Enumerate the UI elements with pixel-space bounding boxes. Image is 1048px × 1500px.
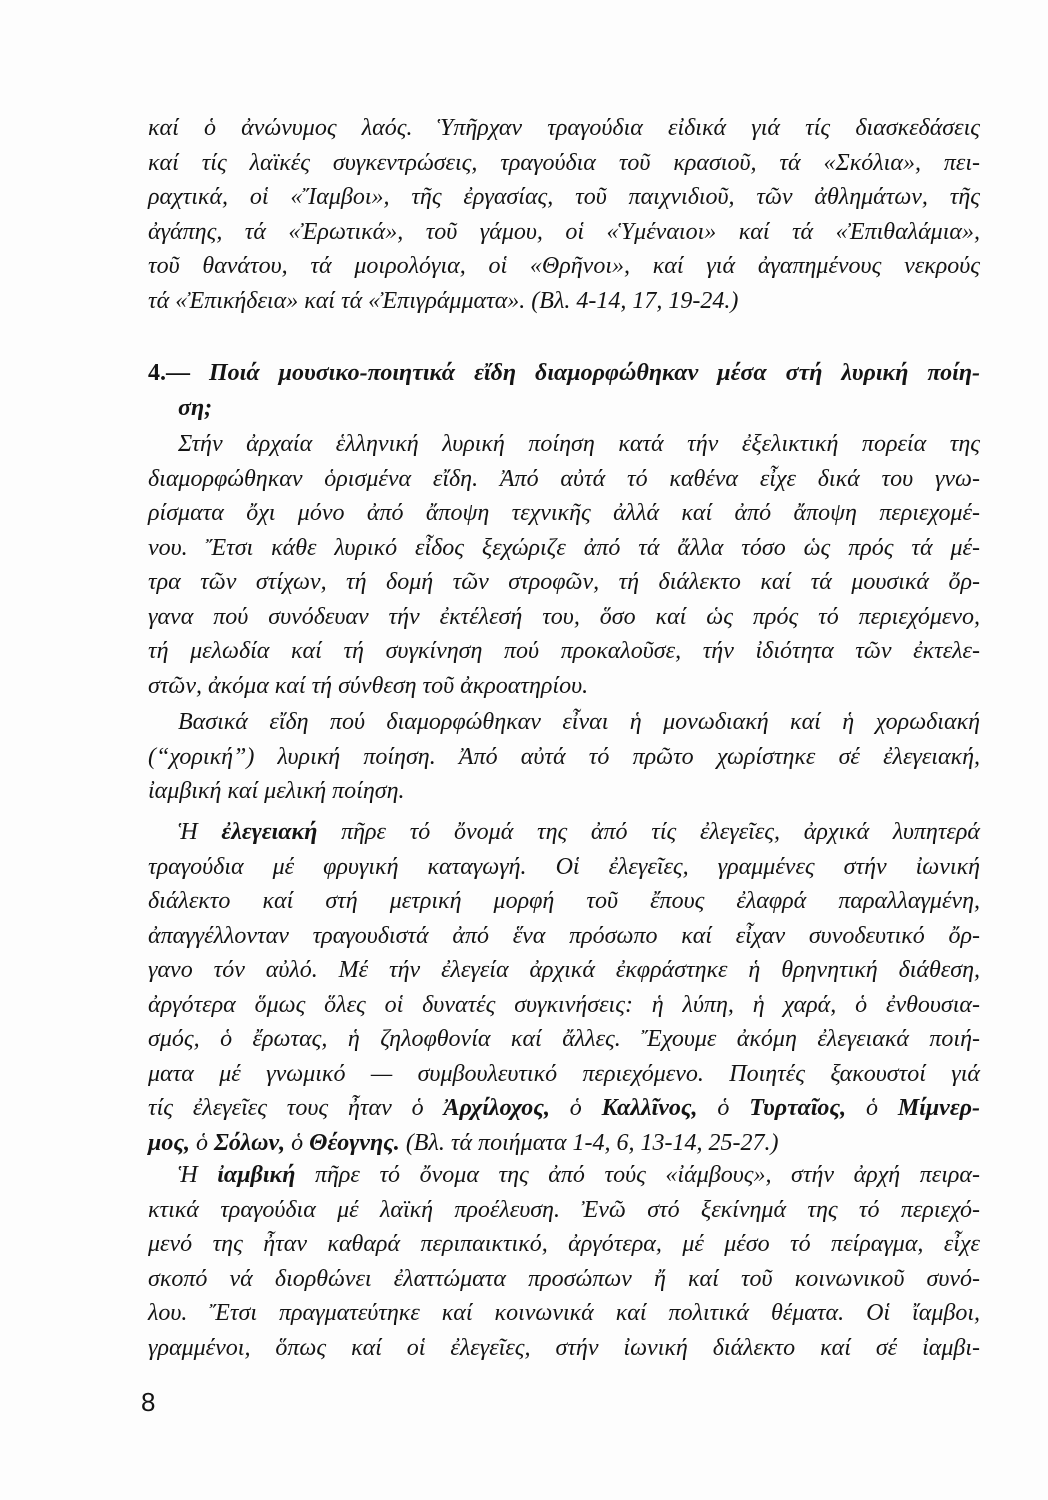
text-line [148, 1158, 980, 1193]
text-line: διάλεκτο καί στή μετρική μορφή τοῦ ἔπους ἐλαφρά παραλλαγμένη, [148, 888, 980, 914]
bold-term: ἰαμβική [217, 1162, 296, 1188]
text-line: ἰαμβική καί μελική ποίηση. [148, 778, 405, 804]
text-run: ὁ [846, 1095, 898, 1121]
paragraph-iambic [148, 1158, 980, 1365]
text-line: τοῦ θανάτου, τά μοιρολόγια, οἱ «Θρῆνοι», καί γιά ἀγαπημένους νεκρούς [148, 253, 980, 279]
text-run: ὁ [697, 1095, 750, 1121]
text-line: καί ὁ ἀνώνυμος λαός. Ὑπῆρχαν τραγούδια εἰδικά γιά τίς διασκεδάσεις [148, 115, 980, 141]
text-run: ὁ [549, 1095, 602, 1121]
intro-paragraph [148, 111, 980, 318]
text-line: Στήν ἀρχαία ἑλληνική λυρική ποίηση κατά τήν ἐξελικτική πορεία της [178, 431, 980, 457]
text-run: ὁ [190, 1129, 215, 1156]
text-run: πῆρε τό ὄνομά της ἀπό τίς ἐλεγεῖες, ἀρχικά λυπητερά [317, 819, 980, 845]
heading-line [148, 356, 980, 391]
text-line: γανο τόν αὐλό. Μέ τήν ἐλεγεία ἀρχικά ἐκφράστηκε ἡ θρηνητική διάθεση, [148, 957, 980, 983]
paragraph-elegiac [148, 815, 980, 1160]
text-line: νου. Ἔτσι κάθε λυρικό εἶδος ξεχώριζε ἀπό τά ἄλλα τόσο ὡς πρός τά μέ- [148, 534, 980, 561]
text-line: μενό της ἦταν καθαρά περιπαικτικό, ἀργότερα, μέ μέσο τό πείραγμα, εἶχε [148, 1231, 980, 1257]
poet-name: Τυρταῖος, [749, 1095, 847, 1121]
page-number: 8 [141, 1387, 156, 1417]
text-line: γραμμένοι, ὅπως καί οἱ ἐλεγεῖες, στήν ἰωνική διάλεκτο καί σέ ἰαμβι- [148, 1334, 980, 1361]
text-run: ὁ [285, 1129, 310, 1156]
section-question-heading [148, 356, 980, 425]
poet-name: Ἀρχίλοχος, [443, 1095, 550, 1121]
text-line [148, 815, 980, 850]
text-line: κτικά τραγούδια μέ λαϊκή προέλευση. Ἐνῶ στό ξεκίνημά της τό περιεχό- [148, 1196, 980, 1223]
text-run: Ἡ [178, 819, 222, 845]
text-line: τά «Ἐπικήδεια» καί τά «Ἐπιγράμματα». (Βλ. 4-14, 17, 19-24.) [148, 287, 739, 314]
question-text: Ποιά μουσικο-ποιητικά εἴδη διαμορφώθηκαν μέσα στή λυρική ποίη- [209, 360, 980, 386]
paragraph-basic-types [148, 705, 980, 809]
text-line: τρα τῶν στίχων, τή δομή τῶν στροφῶν, τή διάλεκτο καί τά μουσικά ὄρ- [148, 569, 980, 595]
text-line: ματα μέ γνωμικό — συμβουλευτικό περιεχόμενο. Ποιητές ξακουστοί γιά [148, 1060, 980, 1087]
text-line: λου. Ἔτσι πραγματεύτηκε καί κοινωνικά καί πολιτικά θέματα. Οἱ ἴαμβοι, [148, 1300, 980, 1326]
text-line: (“χορική”) λυρική ποίηση. Ἀπό αὐτά τό πρῶτο χωρίστηκε σέ ἐλεγειακή, [148, 743, 980, 770]
paragraph-lyric-forms [148, 427, 980, 703]
text-line: ἀγάπης, τά «Ἐρωτικά», τοῦ γάμου, οἱ «Ὑμέναιοι» καί τά «Ἐπιθαλάμια», [148, 218, 980, 245]
poet-name: Σόλων, [214, 1129, 286, 1156]
text-line: ἀπαγγέλλονταν τραγουδιστά ἀπό ἕνα πρόσωπο καί εἶχαν συνοδευτικό ὄρ- [148, 922, 980, 949]
text-line [148, 1091, 980, 1126]
text-line: ἀργότερα ὅμως ὅλες οἱ δυνατές συγκινήσεις: ἡ λύπη, ἡ χαρά, ὁ ἐνθουσια- [148, 991, 980, 1018]
text-line: στῶν, ἀκόμα καί τή σύνθεση τοῦ ἀκροατηρίου. [148, 672, 589, 699]
text-line: τραγούδια μέ φρυγική καταγωγή. Οἱ ἐλεγεῖες, γραμμένες στήν ἰωνική [148, 853, 980, 880]
text-line: σμός, ὁ ἔρωτας, ἡ ζηλοφθονία καί ἄλλες. Ἔχουμε ἀκόμη ἐλεγειακά ποιή- [148, 1026, 980, 1052]
text-line: γανα πού συνόδευαν τήν ἐκτέλεσή του, ὅσο καί ὡς πρός τό περιεχόμενο, [148, 603, 980, 630]
bold-term: ἐλεγειακή [221, 819, 318, 845]
heading-line: ση; [178, 394, 213, 421]
poet-name: Θέογνης. [309, 1129, 400, 1156]
text-line: διαμορφώθηκαν ὁρισμένα εἴδη. Ἀπό αὐτά τό καθένα εἶχε δικά του γνω- [148, 465, 980, 492]
poet-name: Καλλῖνος, [601, 1095, 698, 1121]
text-run: τίς ἐλεγεῖες τους ἦταν ὁ [148, 1095, 444, 1121]
text-run: (Βλ. τά ποιήματα 1-4, 6, 13-14, 25-27.) [399, 1129, 779, 1156]
text-run: πῆρε τό ὄνομα της ἀπό τούς «ἰάμβους», στήν ἀρχή πειρα- [295, 1162, 980, 1188]
text-line: σκοπό νά διορθώνει ἐλαττώματα προσώπων ἤ καί τοῦ κοινωνικοῦ συνό- [148, 1265, 980, 1292]
text-line [148, 1126, 980, 1161]
text-run: Ἡ [178, 1162, 218, 1188]
poet-name: Μίμνερ- [897, 1095, 981, 1121]
question-number: 4.— [148, 360, 190, 386]
text-line: ραχτικά, οἱ «Ἴαμβοι», τῆς ἐργασίας, τοῦ παιχνιδιοῦ, τῶν ἀθλημάτων, τῆς [148, 184, 980, 210]
text-line: ρίσματα ὄχι μόνο ἀπό ἄποψη τεχνικῆς ἀλλά καί ἀπό ἄποψη περιεχομέ- [148, 500, 980, 526]
text-line: τή μελωδία καί τή συγκίνηση πού προκαλοῦσε, τήν ἰδιότητα τῶν ἐκτελε- [148, 638, 980, 664]
text-line: Βασικά εἴδη πού διαμορφώθηκαν εἶναι ἡ μονωδιακή καί ἡ χορωδιακή [178, 709, 980, 735]
text-line: καί τίς λαϊκές συγκεντρώσεις, τραγούδια τοῦ κρασιοῦ, τά «Σκόλια», πει- [148, 149, 980, 176]
poet-name: μος, [148, 1129, 191, 1156]
